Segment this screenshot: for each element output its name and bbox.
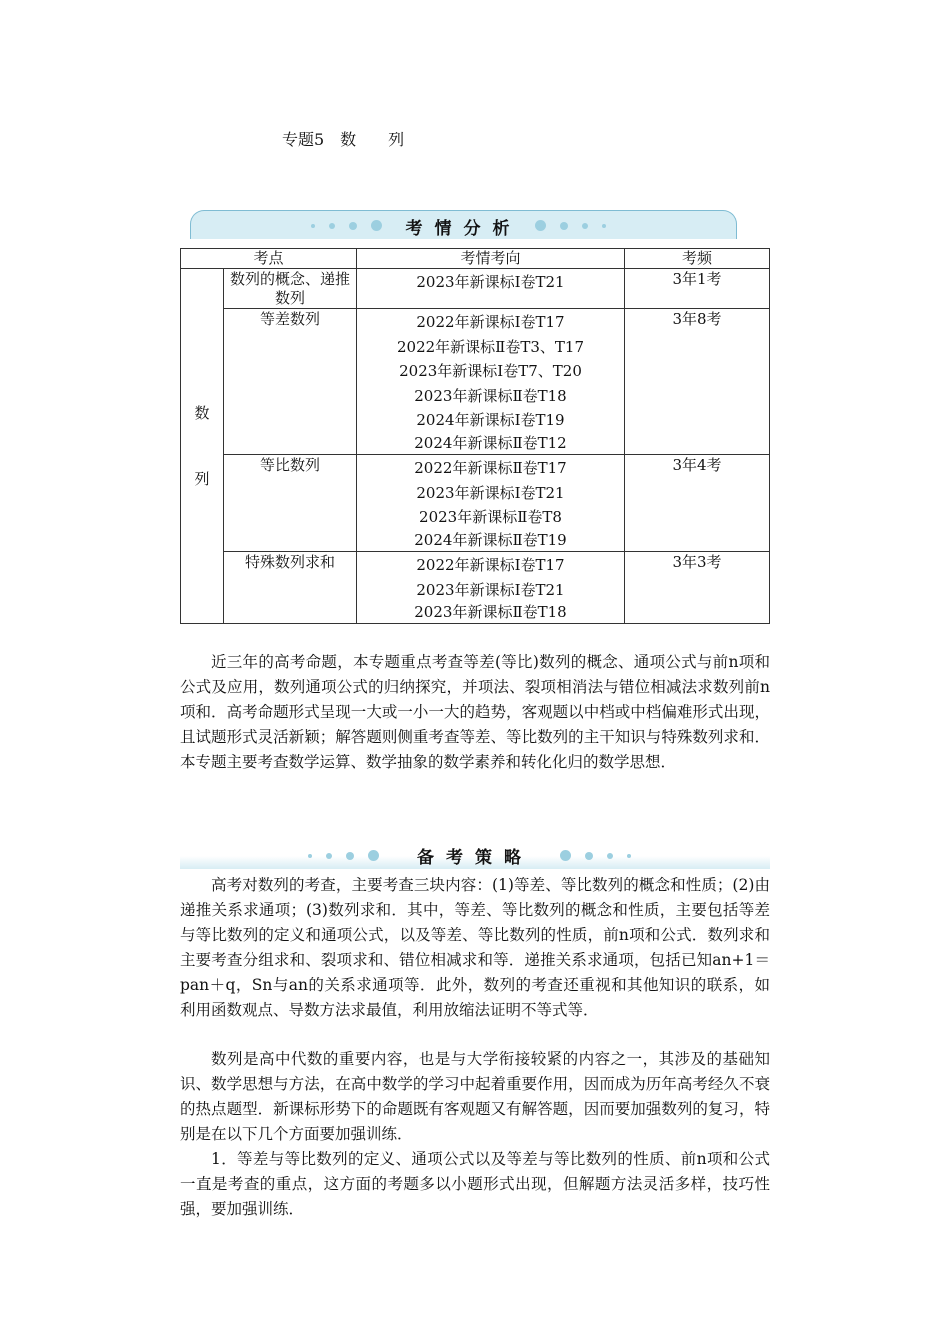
section-banner-analysis [190, 210, 737, 239]
detail-line: 2022年新课标Ⅱ卷T17 [414, 459, 567, 477]
section-heading: 备考策略 [417, 848, 533, 868]
group-char: 数 [194, 404, 210, 422]
detail-line: 2023年新课标Ⅰ卷T21 [416, 483, 565, 502]
table-row [181, 309, 770, 455]
column-header: 考频 [625, 249, 770, 269]
table-row [181, 552, 770, 624]
point-cell: 等差数列 [224, 309, 357, 455]
page-title: 专题5 数 列 [282, 130, 405, 149]
freq-cell: 3年4考 [625, 455, 770, 552]
detail-cell [357, 455, 625, 552]
detail-line: 2023年新课标Ⅰ卷T7、T20 [399, 362, 582, 380]
detail-line: 2024年新课标Ⅱ卷T19 [414, 530, 567, 549]
point-cell: 特殊数列求和 [224, 552, 357, 624]
table-header-row [181, 249, 770, 269]
detail-line: 2023年新课标Ⅱ卷T18 [414, 386, 567, 405]
freq-cell: 3年1考 [625, 269, 770, 309]
banner-dots-right [560, 850, 631, 861]
table-row [181, 269, 770, 309]
point-cell: 等比数列 [224, 455, 357, 552]
detail-cell [357, 309, 625, 455]
detail-cell [357, 269, 625, 309]
freq-cell: 3年3考 [625, 552, 770, 624]
column-header: 考情考向 [357, 249, 625, 269]
section-banner-strategy [180, 843, 770, 869]
detail-line: 2023年新课标Ⅱ卷T8 [419, 508, 562, 526]
point-cell: 数列的概念、递推数列 [224, 269, 357, 309]
banner-dots-right [535, 220, 606, 231]
detail-line: 2022年新课标Ⅰ卷T17 [416, 313, 565, 331]
detail-line: 2022年新课标Ⅱ卷T3、T17 [396, 337, 584, 356]
group-label [181, 269, 224, 624]
detail-line: 2024年新课标Ⅰ卷T19 [416, 411, 565, 429]
strategy-paragraph: 数列是高中代数的重要内容，也是与大学衔接较紧的内容之一，其涉及的基础知识、数学思想与方法，在高中数学的学习中起着重要作用，因而成为历年高考经久不衰的热点题型．新课标形势下的命题既有客观题又有解答题，因而要加强数列的复习，特别是在以下几个方面要加强训练． [180, 1050, 770, 1143]
detail-line: 2023年新课标Ⅱ卷T18 [414, 603, 567, 621]
section-heading: 考情分析 [405, 219, 522, 239]
detail-cell [357, 552, 625, 624]
detail-line: 2023年新课标Ⅰ卷T21 [416, 273, 565, 291]
detail-line: 2023年新课标Ⅰ卷T21 [416, 580, 565, 599]
analysis-paragraph: 近三年的高考命题，本专题重点考查等差(等比)数列的概念、通项公式与前n项和公式及应用，数列通项公式的归纳探究，并项法、裂项相消法与错位相减法求数列前n项和．高考命题形式呈现一大或一小一大的趋势，客观题以中档或中档偏难形式出现，且试题形式灵活新颖；解答题则侧重考查等差、等比数列的主干知识与特殊数列求和．本专题主要考查数学运算、数学抽象的数学素养和转化化归的数学思想． [180, 653, 770, 771]
strategy-paragraph: 高考对数列的考查，主要考查三块内容：(1)等差、等比数列的概念和性质；(2)由递推关系求通项；(3)数列求和．其中，等差、等比数列的概念和性质，主要包括等差与等比数列的定义和通项公式，以及等差、等比数列的性质，前n项和公式．数列求和主要考查分组求和、裂项求和、错位相减求和等．递推关系求通项，包括已知an+1＝pan＋q，Sn与an的关系求通项等．此外，数列的考查还重视和其他知识的联系，如利用函数观点、导数方法求最值，利用放缩法证明不等式等． [180, 876, 770, 1019]
column-header: 考点 [181, 249, 357, 269]
analysis-table [180, 248, 770, 624]
group-char: 列 [194, 470, 210, 488]
strategy-paragraph: 1．等差与等比数列的定义、通项公式以及等差与等比数列的性质、前n项和公式一直是考查的重点，这方面的考题多以小题形式出现，但解题方法灵活多样，技巧性强，要加强训练． [180, 1150, 770, 1218]
detail-line: 2024年新课标Ⅱ卷T12 [414, 433, 567, 452]
freq-cell: 3年8考 [625, 309, 770, 455]
table-row [181, 455, 770, 552]
detail-line: 2022年新课标Ⅰ卷T17 [416, 556, 565, 574]
